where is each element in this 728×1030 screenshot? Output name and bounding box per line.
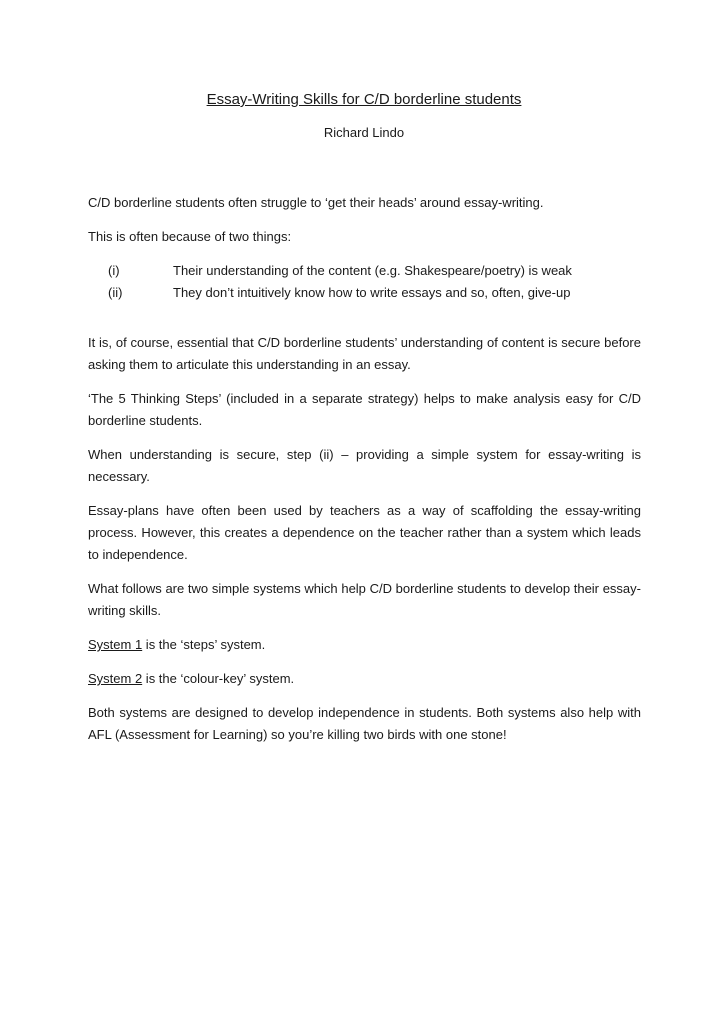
document-body bbox=[88, 192, 641, 758]
system-2-paragraph bbox=[88, 668, 641, 690]
list-item-text: They don’t intuitively know how to write essays and so, often, give-up bbox=[173, 285, 571, 300]
lead-paragraph: This is often because of two things: bbox=[88, 229, 292, 244]
list-item bbox=[88, 260, 641, 282]
essay-plans-paragraph: Essay-plans have often been used by teachers as a way of scaffolding the essay-writing process. However, this creates a dependence on the teacher rather than a system which leads to independence. bbox=[88, 503, 641, 562]
author-name: Richard Lindo bbox=[323, 125, 405, 140]
list-item bbox=[88, 282, 641, 304]
system-2-label: System 2 bbox=[88, 671, 143, 686]
thinking-steps-paragraph: ‘The 5 Thinking Steps’ (included in a separate strategy) helps to make analysis easy for C/D borderline students. bbox=[88, 391, 641, 428]
system-1-description: is the ‘steps’ system. bbox=[142, 637, 266, 652]
document-title bbox=[0, 90, 728, 110]
reasons-list bbox=[88, 260, 641, 304]
title-text: Essay-Writing Skills for C/D borderline students bbox=[206, 91, 522, 108]
list-item-number: (ii) bbox=[108, 285, 123, 300]
intro-paragraph: C/D borderline students often struggle to ‘get their heads’ around essay-writing. bbox=[88, 195, 544, 210]
system-1-label: System 1 bbox=[88, 637, 143, 652]
understanding-paragraph: When understanding is secure, step (ii) – providing a simple system for essay-writing is necessary. bbox=[88, 447, 641, 484]
secure-paragraph: It is, of course, essential that C/D borderline students’ understanding of content is secure before asking them to articulate this understanding in an essay. bbox=[88, 335, 641, 372]
system-2-description: is the ‘colour-key’ system. bbox=[142, 671, 295, 686]
list-item-text: Their understanding of the content (e.g. Shakespeare/poetry) is weak bbox=[173, 263, 572, 278]
list-item-number: (i) bbox=[108, 263, 120, 278]
system-1-paragraph bbox=[88, 634, 641, 656]
conclusion-paragraph: Both systems are designed to develop independence in students. Both systems also help with AFL (Assessment for Learning) so you’re killing two birds with one stone! bbox=[88, 705, 641, 742]
systems-intro-paragraph: What follows are two simple systems which help C/D borderline students to develop their essay-writing skills. bbox=[88, 581, 641, 618]
